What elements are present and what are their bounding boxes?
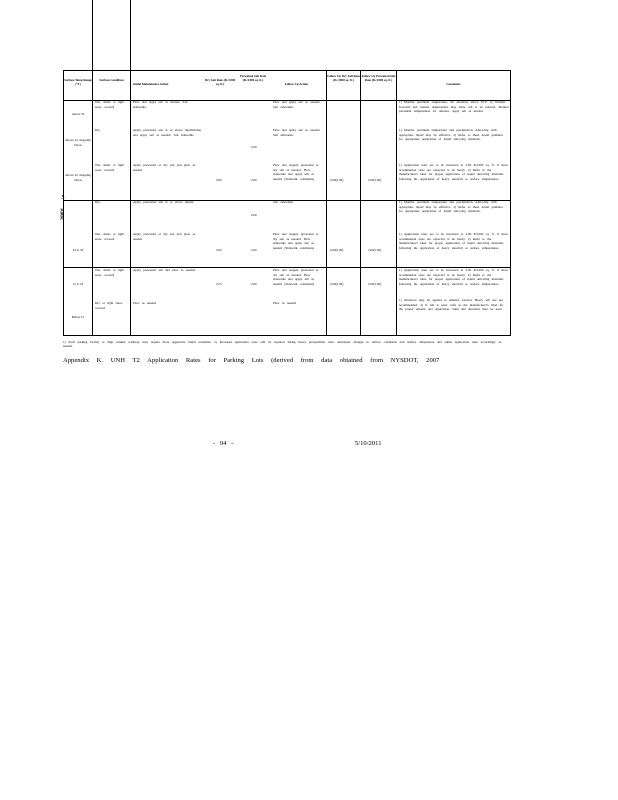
cell-dry-rate: 2.00 [216,248,222,252]
cell-followup-wet: 2.00(1.60) [368,178,382,182]
table-border-right [510,70,511,336]
column-divider [130,70,131,336]
cell-action: Apply prewetted salt at or above liquids [133,200,194,204]
cell-action: Plow as needed [133,301,157,305]
table-footnote: 1) Each parking facility or high volume walkway may require more aggressive initial treatment. 2) Increased application rates will be required during heavy precipitation rates. Anticipate changes in surface conditions and surface temperature and adjust application rates accordingly as needed. [63,340,502,349]
cell-prewetted-rate: 2.00 [251,178,257,182]
application-rates-table [60,70,511,335]
header-surface-temp: Surface Temp Range (°F) [64,78,92,87]
cell-comments: 1) Monitor pavement temperature and precipitation. Anti-icing with appropriate liquid may be effective. 2) Refer to sheet liquid guidance for appropriate application of liquid anti-icing materials. [399,128,504,142]
cell-dry-rate: 2.25 [216,282,222,286]
cell-followup-dry: 2.00(2.00) [330,248,344,252]
header-follow-up-action: Follow Up Action [284,82,309,86]
cell-followup: Plow and apply salt as needed. Salt sidewalks. [273,100,321,109]
cell-action: Apply prewetted salt and plow as needed [133,268,196,272]
margin-rule [92,0,93,70]
cell-followup-wet: 2.00(1.60) [368,248,382,252]
cell-followup-dry: 2.00(2.00) [330,178,344,182]
appendix-caption: Appendix K. UNH T2 Application Rates for Parking Lots (derived from data obtained from NYSDOT, 2007 [63,357,440,364]
cell-prewetted-rate: 2.00 [251,145,257,149]
cell-followup: Plow and apply salt as needed. Salt sidewalks. [273,128,321,137]
page-date: 5/10/2011 [355,440,382,447]
cell-comments: 1) Monitor pavement temperature. No abrasives above 32°F. 2) Weather forecasts and warmer temperatures may allow salt to be reduced. Monitor pavement temperatures for refreeze, apply salt as needed. [399,100,509,114]
cell-temp: 23 to 32 [72,248,84,252]
group-number: 5 [61,195,65,201]
cell-followup-wet: 2.00(1.60) [368,282,382,286]
cell-followup-dry: 2.00(2.00) [330,282,344,286]
cell-comments: 1) Application rates are to be increased to 2.00 lb/1000 sq. ft. if snow accumulation rates are expected to be heavy. 2) Refer to the manufacturer's label for proper application of liquid anti-icing materials following the application of heavy snowfall or surface temperatures. [399,163,508,181]
header-prewetted-rate: Prewetted Salt Rate (lb./1000 sq. ft.) [239,74,267,83]
group-label: Snow [60,208,65,220]
cell-condition: Wet, slush, or light snow covered [95,163,124,172]
table-border-left [63,70,64,336]
cell-condition: Dry or light snow covered [95,301,123,310]
cell-prewetted-rate: 2.00 [251,248,257,252]
cell-temp: Above 32, dropping below [65,173,91,182]
cell-comments: 1) Monitor pavement temperature and precipitation. Anti-icing with appropriate liquid may be effective. 2) Refer to sheet liquid guidance for appropriate application of liquid anti-icing materials. [399,200,504,214]
cell-dry-rate: 2.00 [216,178,222,182]
header-dry-rate: Dry Salt Rate (lb./1000 sq. ft.) [204,78,236,87]
page-number: - 94 - [213,440,234,447]
cell-condition: Wet, slush, or light snow covered [95,268,124,277]
cell-condition: Wet, slush, or light snow covered [95,232,124,241]
column-divider [326,70,327,336]
cell-temp: Above 32 [71,112,85,116]
header-follow-up-wet: Follow Up Prewetted Salt Rate (lb./1000 sq. ft.) [361,74,396,83]
cell-comments: 1) Abrasives may be applied to enhance traction. Heavy salt use not recommended. 2) If salt is used, refer to the manufacturer's label for the proper amount and application. Sand and abrasives may be used. [399,298,504,312]
cell-condition: Wet, slush, or light snow covered [95,100,124,109]
cell-action: Apply prewetted or dry salt and plow as needed [133,163,196,172]
cell-action: Apply prewetted salt at or above liquids/brine and apply salt as needed. Salt sidewalks. [133,128,202,137]
cell-condition: Dry [95,128,100,132]
header-comments: Comments [446,82,461,86]
cell-followup: Plow and reapply prewetted or dry salt as needed. Plow sidewalks and apply salt as needed (Sidewalk conditions) [273,232,319,250]
cell-followup: Plow and reapply prewetted or dry salt as needed. Plow sidewalks and apply salt as needed (Sidewalk conditions) [273,163,319,181]
cell-prewetted-rate: 2.00 [251,282,257,286]
cell-followup: Salt sidewalks [273,200,293,204]
cell-action: Apply prewetted or dry salt and plow as needed [133,232,196,241]
cell-comments: 1) Application rates are to be increased to 2.00 lb/1000 sq. ft. if snow accumulation rates are expected to be heavy. 2) Refer to the manufacturer's label for proper application of liquid anti-icing materials following the application of heavy snowfall or surface temperatures. [399,232,508,250]
header-maintenance-action: Initial Maintenance Action [133,82,169,86]
cell-condition: Dry [95,200,100,204]
column-divider [92,70,93,336]
column-divider [396,70,397,336]
cell-temp: Above 32, dropping below [65,138,91,147]
cell-followup: Plow as needed [273,301,297,305]
cell-temp: Below 15 [71,315,85,319]
cell-comments: 1) Application rates are to be increased to 3.00 lb/1000 sq. ft. if snow accumulation rates are expected to be heavy. 2) Refer to the manufacturer's label for proper application of liquid anti-icing materials following the application of heavy snowfall or surface temperatures. [399,268,508,286]
header-follow-up-dry: Follow Up Dry Salt Rate (lb./1000 sq. ft.) [327,74,360,83]
cell-temp: 15 to 23 [72,282,84,286]
cell-action: Plow and apply salt as needed. Salt sidewalks. [133,100,188,109]
column-divider [360,70,361,336]
header-surface-condition: Surface Condition [99,78,124,82]
cell-followup: Plow and reapply prewetted or dry salt as needed. Plow sidewalks and apply salt as needed (Sidewalk conditions) [273,268,319,286]
margin-rule [130,0,131,70]
cell-prewetted-rate: 2.00 [251,213,257,217]
